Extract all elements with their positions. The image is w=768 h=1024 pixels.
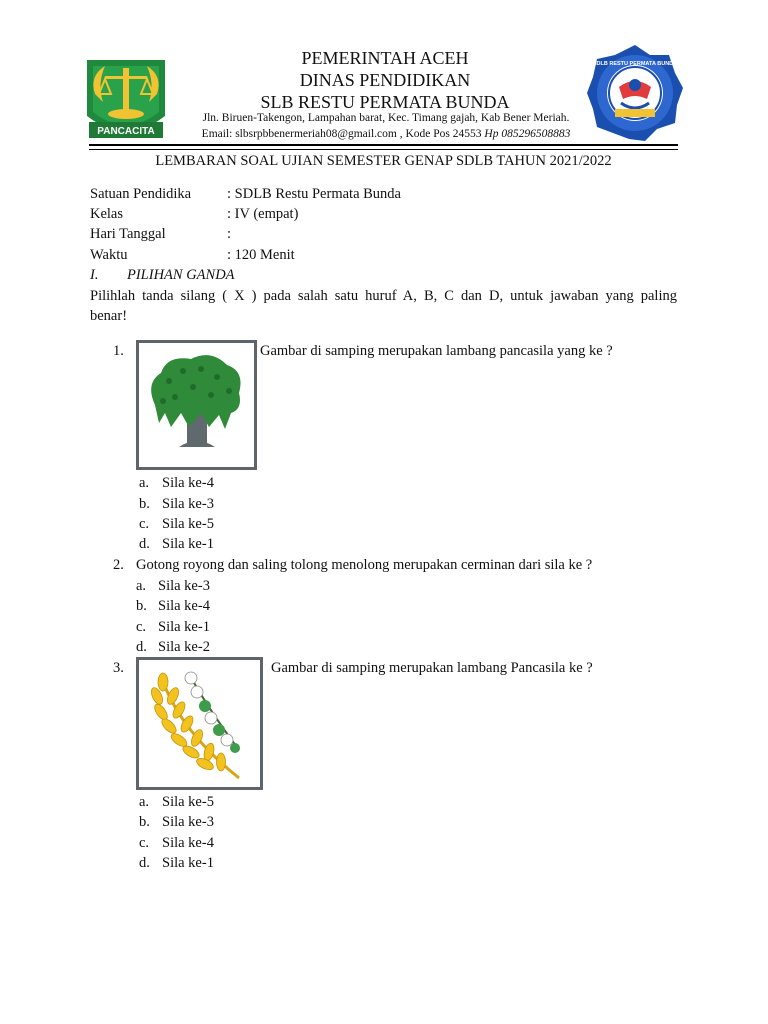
info-label-time: Waktu — [90, 247, 128, 263]
q3-option-b-text: Sila ke-3 — [162, 814, 214, 830]
q2-option-b-text: Sila ke-4 — [158, 598, 210, 614]
q3-option-d-text: Sila ke-1 — [162, 855, 214, 871]
q2-option-c-text: Sila ke-1 — [158, 619, 210, 635]
q3-option-a-letter[interactable]: a. — [139, 794, 150, 810]
info-value-school: : SDLB Restu Permata Bunda — [227, 186, 401, 202]
q2-option-d-letter[interactable]: d. — [136, 639, 147, 655]
question-2-text: Gotong royong dan saling tolong menolong merupakan cerminan dari sila ke ? — [136, 557, 593, 573]
header-rule-thin — [89, 149, 678, 150]
q1-option-b-letter[interactable]: b. — [139, 496, 150, 512]
q3-option-d-letter[interactable]: d. — [139, 855, 150, 871]
q1-option-a-text: Sila ke-4 — [162, 475, 214, 491]
section-title: PILIHAN GANDA — [127, 267, 235, 283]
school-logo — [585, 43, 685, 143]
q1-option-a-letter[interactable]: a. — [139, 475, 150, 491]
instruction-line-2: benar! — [90, 308, 128, 324]
header-government: PEMERINTAH ACEH — [301, 48, 469, 68]
info-value-date: : — [227, 226, 232, 242]
q2-option-a-text: Sila ke-3 — [158, 578, 210, 594]
q3-option-c-letter[interactable]: c. — [139, 835, 150, 851]
banyan-tree-image — [136, 340, 257, 470]
header-department: DINAS PENDIDIKAN — [299, 70, 471, 90]
q2-option-a-letter[interactable]: a. — [136, 578, 147, 594]
pancacita-logo-text: PANCACITA — [97, 126, 155, 137]
header-email: Email: slbsrpbbenermeriah08@gmail.com , Kode Pos 24553 — [201, 128, 485, 140]
doc-title: LEMBARAN SOAL UJIAN SEMESTER GENAP SDLB TAHUN 2021/2022 — [155, 153, 612, 169]
header-contact — [176, 127, 596, 142]
school-logo-text: SDLB RESTU PERMATA BUNDA — [592, 61, 678, 67]
info-value-class: : IV (empat) — [227, 206, 299, 222]
q3-option-a-text: Sila ke-5 — [162, 794, 214, 810]
info-value-time: : 120 Menit — [227, 247, 295, 263]
info-label-class: Kelas — [90, 206, 124, 222]
q2-option-c-letter[interactable]: c. — [136, 619, 147, 635]
q1-option-c-letter[interactable]: c. — [139, 516, 150, 532]
header-rule-thick — [89, 144, 678, 146]
rice-cotton-image — [136, 657, 263, 790]
header-school-name: SLB RESTU PERMATA BUNDA — [260, 92, 510, 112]
info-label-date: Hari Tanggal — [90, 226, 166, 242]
instruction-line-1: Pilihlah tanda silang ( X ) pada salah satu huruf A, B, C dan D, untuk jawaban yang paling — [90, 288, 677, 304]
question-2-number: 2. — [113, 557, 124, 573]
q2-option-b-letter[interactable]: b. — [136, 598, 147, 614]
q1-option-d-letter[interactable]: d. — [139, 536, 150, 552]
question-1-number: 1. — [113, 343, 124, 359]
q3-option-b-letter[interactable]: b. — [139, 814, 150, 830]
question-3-number: 3. — [113, 660, 124, 676]
q1-option-b-text: Sila ke-3 — [162, 496, 214, 512]
info-label-school: Satuan Pendidika — [90, 186, 192, 202]
header-phone: Hp 085296508883 — [484, 128, 571, 140]
q3-option-c-text: Sila ke-4 — [162, 835, 214, 851]
section-number: I. — [90, 267, 99, 283]
aceh-logo — [83, 54, 169, 144]
question-3-text: Gambar di samping merupakan lambang Pancasila ke ? — [271, 660, 593, 676]
q2-option-d-text: Sila ke-2 — [158, 639, 210, 655]
header-address: Jln. Biruen-Takengon, Lampahan barat, Kec. Timang gajah, Kab Bener Meriah. — [202, 112, 570, 124]
question-1-text: Gambar di samping merupakan lambang pancasila yang ke ? — [260, 343, 613, 359]
q1-option-d-text: Sila ke-1 — [162, 536, 214, 552]
q1-option-c-text: Sila ke-5 — [162, 516, 214, 532]
